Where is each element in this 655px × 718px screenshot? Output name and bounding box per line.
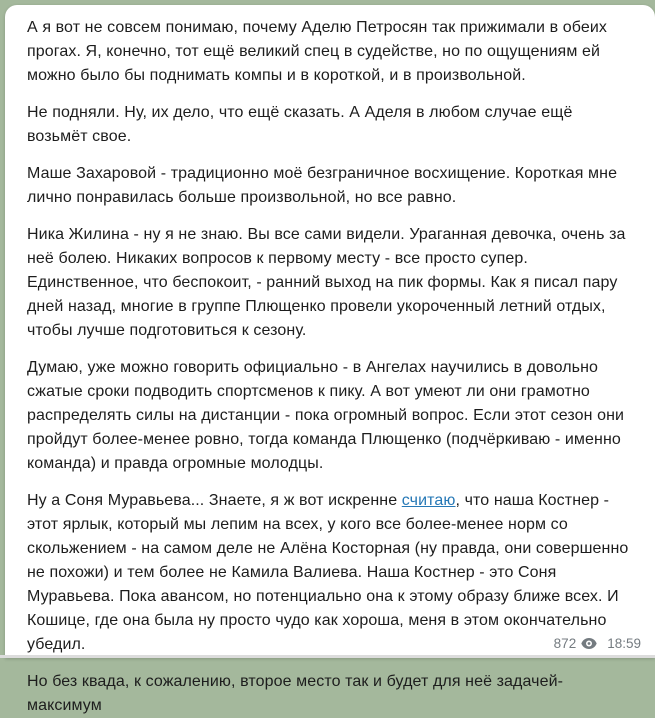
- text-segment: А я вот не совсем понимаю, почему Аделю Петросян так прижимали в обеих прогах. Я, конечно, тот ещё великий спец в судействе, но по ощущениям ей можно было бы поднимать компы и в короткой, и в произвольной.: [27, 19, 607, 84]
- paragraph: [27, 356, 635, 476]
- text-segment: Но без квада, к сожалению, второе место так и будет для неё задачей-максимум: [27, 673, 564, 714]
- paragraph: [27, 670, 635, 718]
- message-time: 18:59: [607, 636, 641, 651]
- paragraph: [27, 223, 635, 343]
- text-segment: Ну а Соня Муравьева... Знаете, я ж вот искренне: [27, 492, 402, 509]
- inline-link[interactable]: считаю: [401, 492, 456, 509]
- paragraph: [27, 162, 635, 210]
- text-segment: Думаю, уже можно говорить официально - в Ангелах научились в довольно сжатые сроки подводить спортсменов к пику. А вот умеют ли они грамотно распределять силы на дистанции - пока огромный вопрос. Если этот сезон они пройдут более-менее ровно, тогда команда Плющенко (подчёркиваю - именно команда) и правда огромные молодцы.: [27, 359, 625, 472]
- paragraph: [27, 489, 635, 657]
- views-count: 872: [553, 636, 577, 651]
- bottom-divider: [0, 655, 655, 658]
- message-meta: [548, 636, 641, 651]
- message-text: [27, 16, 635, 718]
- paragraph: [27, 16, 635, 88]
- paragraph: [27, 101, 635, 149]
- eye-icon: [581, 638, 597, 649]
- text-segment: Не подняли. Ну, их дело, что ещё сказать. А Аделя в любом случае ещё возьмёт свое.: [27, 104, 573, 145]
- text-segment: , что наша Костнер - этот ярлык, который мы лепим на всех, у кого все более-менее норм со скольжением - на самом деле не Алёна Косторная (ну правда, они совершенно не похожи) и тем более не Камила Валиева. Наша Костнер - это Соня Муравьева. Пока авансом, но потенциально она к этому образу ближе всех. И Кошице, где она была ну просто чудо как хороша, меня в этом окончательно убедил.: [27, 492, 629, 653]
- text-segment: Ника Жилина - ну я не знаю. Вы все сами видели. Ураганная девочка, очень за неё болею. Никаких вопросов к первому месту - все просто супер. Единственное, что беспокоит, - ранний выход на пик формы. Как я писал пару дней назад, многие в группе Плющенко провели укороченный летний отдых, чтобы лучше подготовиться к сезону.: [27, 226, 626, 339]
- message-bubble: [5, 5, 655, 714]
- text-segment: Маше Захаровой - традиционно моё безграничное восхищение. Короткая мне лично понравилась больше произвольной, но все равно.: [27, 165, 618, 206]
